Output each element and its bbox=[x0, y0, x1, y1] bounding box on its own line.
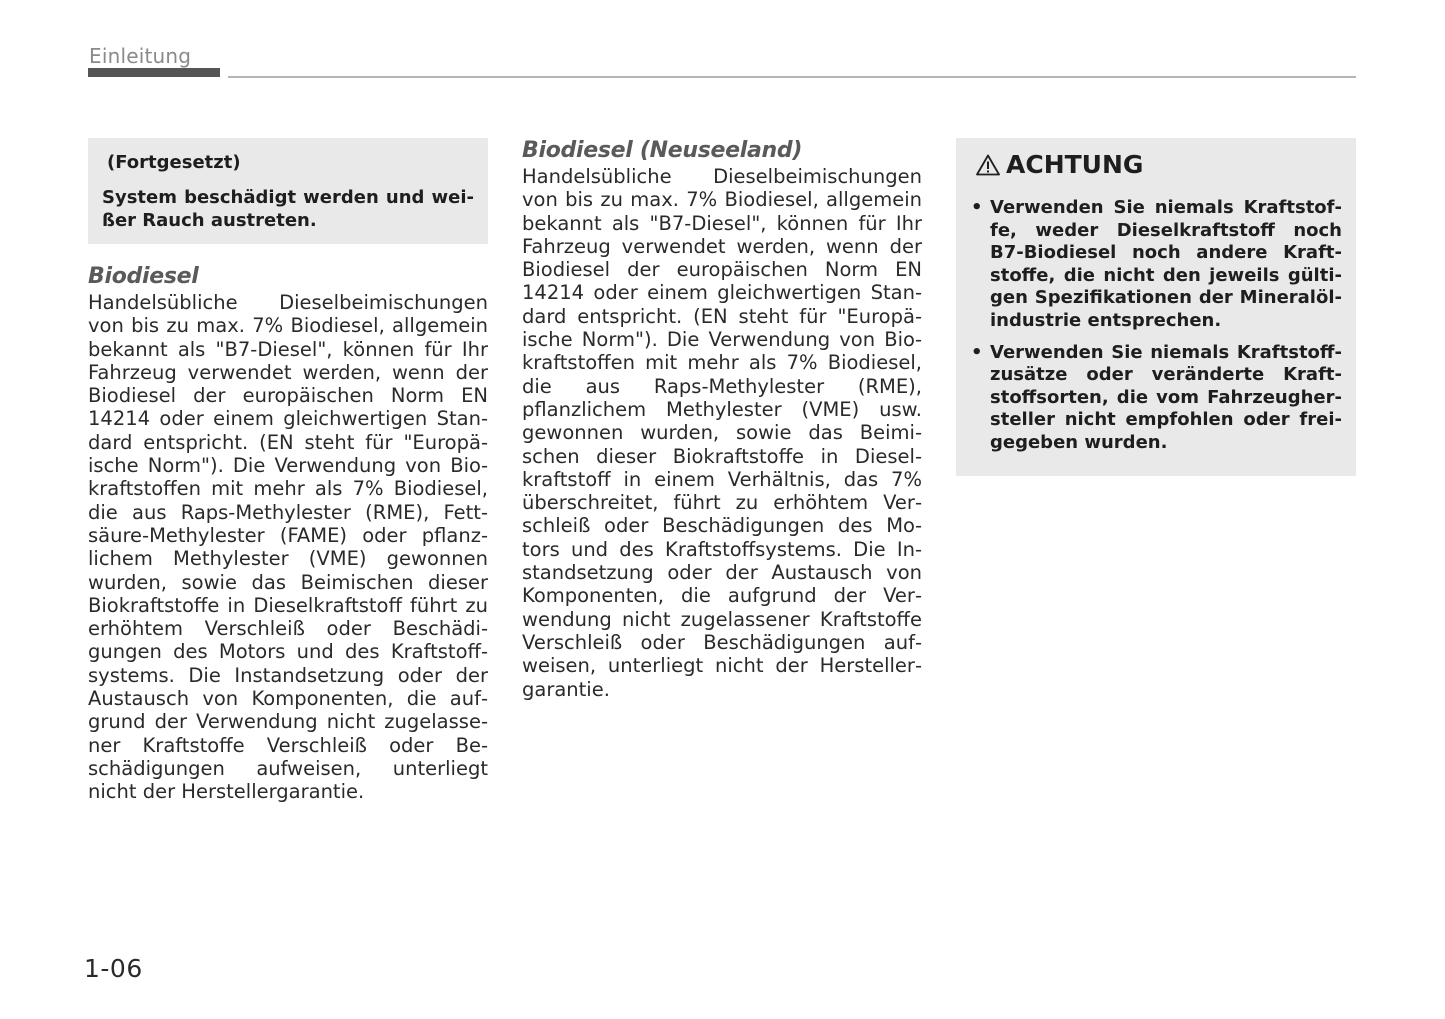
continued-label: (Fortgesetzt) bbox=[107, 152, 241, 173]
page-number: 1-06 bbox=[84, 954, 143, 983]
biodiesel-nz-heading: Biodiesel (Neuseeland) bbox=[522, 138, 803, 163]
warning-item: • Verwenden Sie niemals Kraftstoffzusätze oder veränderte Kraftstoffsorten, die vom Fahrzeughersteller nicht empfohlen oder freigegeben wurden. bbox=[976, 342, 1342, 455]
section-header-label: Einleitung bbox=[89, 44, 192, 68]
warning-title: ACHTUNG bbox=[1006, 150, 1144, 179]
warning-box bbox=[956, 138, 1356, 476]
biodiesel-heading: Biodiesel bbox=[88, 264, 199, 289]
biodiesel-paragraph: Handelsübliche Dieselbeimischungen von bis zu max. 7% Biodiesel, allgemein bekannt als "B7-Diesel", können für Ihr Fahrzeug verwendet werden, wenn der Biodiesel der europäischen Norm EN 14214 oder einem gleichwertigen Standard entspricht. (EN steht für "Europäische Norm"). Die Verwendung von Biokraftstoffen mit mehr als 7% Biodiesel, die aus Raps-Methylester (RME), Fettsäure-Methylester (FAME) oder pflanzlichem Methylester (VME) gewonnen wurden, sowie das Beimischen dieser Biokraftstoffe in Dieselkraftstoff führt zu erhöhtem Verschleiß oder Beschädigungen des Motors und des Kraftstoffsystems. Die Instandsetzung oder der Austausch von Komponenten, die aufgrund der Verwendung nicht zugelassener Kraftstoffe Verschleiß oder Beschädigungen aufweisen, unterliegt nicht der Herstellergarantie. bbox=[88, 291, 488, 804]
header-accent-bar bbox=[88, 68, 220, 77]
warning-list bbox=[976, 197, 1342, 455]
left-column bbox=[88, 138, 488, 804]
biodiesel-nz-paragraph: Handelsübliche Dieselbeimischungen von bis zu max. 7% Biodiesel, allgemein bekannt als "B7-Diesel", können für Ihr Fahrzeug verwendet werden, wenn der Biodiesel der europäischen Norm EN 14214 oder einem gleichwertigen Standard entspricht. (EN steht für "Europäische Norm"). Die Verwendung von Biokraftstoffen mit mehr als 7% Biodiesel, die aus Raps-Methylester (RME), pflanzlichem Methylester (VME) usw. gewonnen wurden, sowie das Beimischen dieser Biokraftstoffe in Dieselkraftstoff in einem Verhältnis, das 7% überschreitet, führt zu erhöhtem Verschleiß oder Beschädigungen des Motors und des Kraftstoffsystems. Die Instandsetzung oder der Austausch von Komponenten, die aufgrund der Verwendung nicht zugelassener Kraftstoffe Verschleiß oder Beschädigungen aufweisen, unterliegt nicht der Herstellergarantie. bbox=[522, 165, 922, 701]
continued-text: System beschädigt werden und weißer Rauch austreten. bbox=[102, 187, 474, 231]
header-divider bbox=[228, 76, 1356, 78]
right-column bbox=[956, 138, 1356, 476]
continued-note-box bbox=[88, 138, 488, 244]
warning-header bbox=[976, 148, 1342, 182]
warning-triangle-icon bbox=[976, 154, 1000, 176]
warning-item: • Verwenden Sie niemals Kraftstoffe, weder Dieselkraftstoff noch B7-Biodiesel noch andere Kraftstoffe, die nicht den jeweils gültigen Spezifikationen der Mineralölindustrie entsprechen. bbox=[976, 197, 1342, 333]
middle-column bbox=[522, 138, 922, 701]
